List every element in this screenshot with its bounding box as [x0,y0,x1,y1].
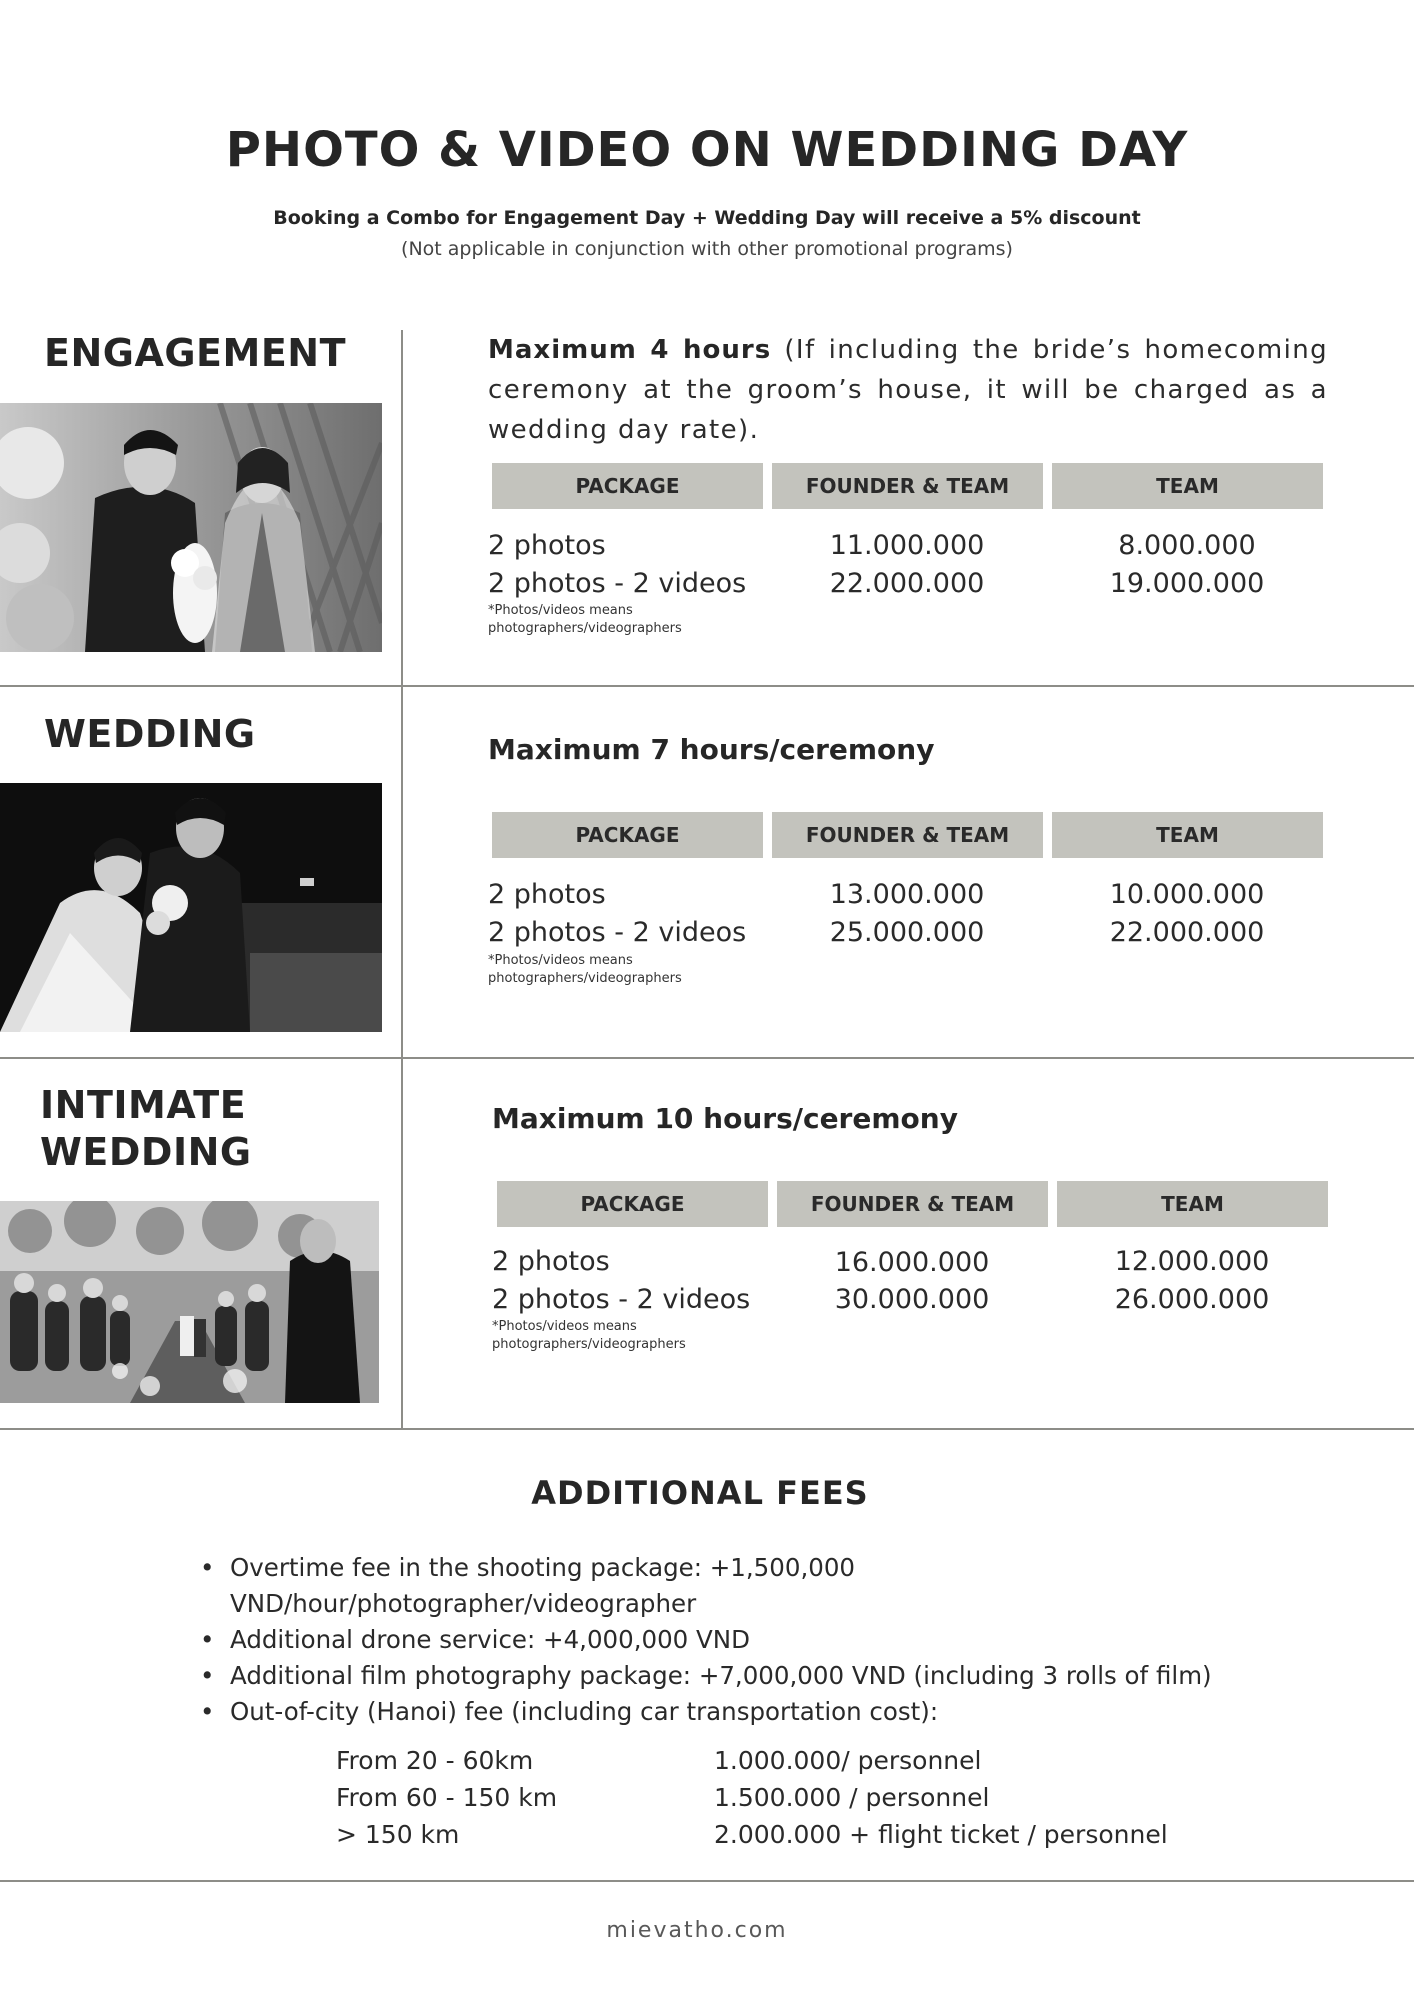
section-divider-2 [0,1057,1414,1059]
fee-item-overtime: • Overtime fee in the shooting package: +1,500,000 VND/hour/photographer/videographer [230,1550,970,1622]
wedding-header-team: TEAM [1052,812,1323,858]
section-title-engagement: ENGAGEMENT [44,331,347,375]
distance-range-3: > 150 km [336,1820,460,1849]
engagement-footnote: *Photos/videos means photographers/videographers [488,603,682,636]
additional-fees-title: ADDITIONAL FEES [531,1474,869,1512]
engagement-row-2-founder: 22.000.000 [829,568,985,599]
intimate-row-2-team: 26.000.000 [1114,1284,1270,1315]
intimate-row-2-package: 2 photos - 2 videos [492,1284,751,1315]
wedding-footnote: *Photos/videos means photographers/videographers [488,953,682,986]
wedding-row-2-package: 2 photos - 2 videos [488,917,747,948]
column-divider-1 [401,330,403,686]
engagement-header-team: TEAM [1052,463,1323,509]
wedding-photo-image [0,783,382,1032]
website-footer: mievatho.com [606,1918,788,1943]
wedding-row-1-founder: 13.000.000 [829,879,985,910]
column-divider-3 [401,1059,403,1429]
wedding-header-founder: FOUNDER & TEAM [772,812,1043,858]
additional-fees-list [230,1550,1360,1730]
intimate-row-1-team: 12.000.000 [1114,1246,1270,1277]
engagement-header-founder: FOUNDER & TEAM [772,463,1043,509]
intimate-row-2-founder: 30.000.000 [834,1284,990,1315]
section-title-intimate-wedding: INTIMATE WEDDING [40,1083,252,1174]
wedding-row-2-team: 22.000.000 [1109,917,1265,948]
intimate-row-1-founder: 16.000.000 [834,1247,990,1278]
intimate-wedding-duration: Maximum 10 hours/ceremony [492,1102,958,1135]
discount-note: (Not applicable in conjunction with other promotional programs) [401,238,1013,260]
intimate-row-1-package: 2 photos [492,1246,610,1277]
intimate-header-founder: FOUNDER & TEAM [777,1181,1048,1227]
column-divider-2 [401,687,403,1057]
engagement-duration: Maximum 4 hours (If including the bride’s homecoming ceremony at the groom’s house, it will be charged as a wedding day rate). [488,335,1328,445]
intimate-header-package: PACKAGE [497,1181,768,1227]
wedding-row-1-team: 10.000.000 [1109,879,1265,910]
section-divider-3 [0,1428,1414,1430]
distance-range-1: From 20 - 60km [336,1746,534,1775]
wedding-row-1-package: 2 photos [488,879,606,910]
section-title-wedding: WEDDING [44,712,256,756]
intimate-footnote: *Photos/videos means photographers/videographers [492,1319,686,1352]
engagement-row-1-package: 2 photos [488,530,606,561]
engagement-row-1-team: 8.000.000 [1118,530,1256,561]
distance-fee-3: 2.000.000 + flight ticket / personnel [714,1820,1168,1849]
engagement-row-2-package: 2 photos - 2 videos [488,568,747,599]
engagement-row-2-team: 19.000.000 [1109,568,1265,599]
fee-item-drone: • Additional drone service: +4,000,000 VND [230,1622,1360,1658]
fee-item-out-of-city: • Out-of-city (Hanoi) fee (including car transportation cost): [230,1694,1360,1730]
intimate-wedding-photo-image [0,1201,379,1403]
engagement-row-1-founder: 11.000.000 [829,530,985,561]
distance-fee-1: 1.000.000/ personnel [714,1746,982,1775]
fee-item-film: • Additional film photography package: +7,000,000 VND (including 3 rolls of film) [230,1658,1360,1694]
wedding-row-2-founder: 25.000.000 [829,917,985,948]
wedding-duration: Maximum 7 hours/ceremony [488,733,935,766]
distance-range-2: From 60 - 150 km [336,1783,558,1812]
distance-fee-2: 1.500.000 / personnel [714,1783,990,1812]
section-divider-1 [0,685,1414,687]
intimate-wedding-photo [0,1201,379,1403]
discount-subtitle: Booking a Combo for Engagement Day + Wedding Day will receive a 5% discount [273,207,1141,229]
page-title: PHOTO & VIDEO ON WEDDING DAY [225,122,1189,178]
wedding-header-package: PACKAGE [492,812,763,858]
wedding-photo [0,783,382,1032]
footer-divider [0,1880,1414,1882]
engagement-photo-image [0,403,382,652]
engagement-photo [0,403,382,652]
intimate-header-team: TEAM [1057,1181,1328,1227]
engagement-header-package: PACKAGE [492,463,763,509]
